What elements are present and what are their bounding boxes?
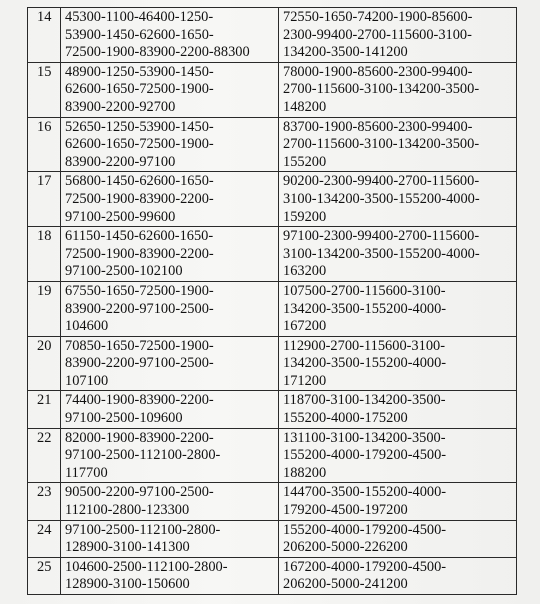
grade-number-cell: 17 [28, 172, 61, 227]
pre-revised-scale-cell: 48900-1250-53900-1450- 62600-1650-72500-1900- 83900-2200-92700 [61, 62, 279, 117]
revised-scale-cell: 112900-2700-115600-3100- 134200-3500-155200-4000- 171200 [279, 336, 517, 391]
pre-revised-scale-cell: 56800-1450-62600-1650- 72500-1900-83900-2200- 97100-2500-99600 [61, 172, 279, 227]
pre-revised-scale-cell: 90500-2200-97100-2500- 112100-2800-123300 [61, 483, 279, 520]
table-row [28, 428, 517, 483]
revised-scale-cell: 155200-4000-179200-4500- 206200-5000-226200 [279, 520, 517, 557]
pre-revised-scale-cell: 74400-1900-83900-2200- 97100-2500-109600 [61, 391, 279, 428]
table-row [28, 336, 517, 391]
grade-number-cell: 14 [28, 8, 61, 63]
pre-revised-scale-cell: 67550-1650-72500-1900- 83900-2200-97100-2500- 104600 [61, 281, 279, 336]
pre-revised-scale-cell: 52650-1250-53900-1450- 62600-1650-72500-1900- 83900-2200-97100 [61, 117, 279, 172]
grade-number-cell: 22 [28, 428, 61, 483]
grade-number-cell: 20 [28, 336, 61, 391]
revised-scale-cell: 118700-3100-134200-3500- 155200-4000-175200 [279, 391, 517, 428]
pre-revised-scale-cell: 82000-1900-83900-2200- 97100-2500-112100-2800- 117700 [61, 428, 279, 483]
grade-number-cell: 23 [28, 483, 61, 520]
table-row [28, 62, 517, 117]
table-row [28, 8, 517, 63]
pre-revised-scale-cell: 61150-1450-62600-1650- 72500-1900-83900-2200- 97100-2500-102100 [61, 227, 279, 282]
revised-scale-cell: 90200-2300-99400-2700-115600- 3100-134200-3500-155200-4000- 159200 [279, 172, 517, 227]
revised-scale-cell: 97100-2300-99400-2700-115600- 3100-134200-3500-155200-4000- 163200 [279, 227, 517, 282]
grade-number-cell: 25 [28, 557, 61, 594]
revised-scale-cell: 107500-2700-115600-3100- 134200-3500-155200-4000- 167200 [279, 281, 517, 336]
grade-number-cell: 21 [28, 391, 61, 428]
revised-scale-cell: 83700-1900-85600-2300-99400- 2700-115600-3100-134200-3500- 155200 [279, 117, 517, 172]
pre-revised-scale-cell: 45300-1100-46400-1250- 53900-1450-62600-1650- 72500-1900-83900-2200-88300 [61, 8, 279, 63]
table-row [28, 117, 517, 172]
revised-scale-cell: 72550-1650-74200-1900-85600- 2300-99400-2700-115600-3100- 134200-3500-141200 [279, 8, 517, 63]
pre-revised-scale-cell: 97100-2500-112100-2800- 128900-3100-141300 [61, 520, 279, 557]
table-row [28, 483, 517, 520]
pre-revised-scale-cell: 70850-1650-72500-1900- 83900-2200-97100-2500- 107100 [61, 336, 279, 391]
table-row [28, 557, 517, 594]
table-row [28, 172, 517, 227]
revised-scale-cell: 144700-3500-155200-4000- 179200-4500-197200 [279, 483, 517, 520]
table-row [28, 520, 517, 557]
grade-number-cell: 15 [28, 62, 61, 117]
grade-number-cell: 16 [28, 117, 61, 172]
table-row [28, 391, 517, 428]
table-row [28, 281, 517, 336]
grade-number-cell: 24 [28, 520, 61, 557]
revised-scale-cell: 78000-1900-85600-2300-99400- 2700-115600-3100-134200-3500- 148200 [279, 62, 517, 117]
revised-scale-cell: 131100-3100-134200-3500- 155200-4000-179200-4500- 188200 [279, 428, 517, 483]
table-row [28, 227, 517, 282]
revised-scale-cell: 167200-4000-179200-4500- 206200-5000-241200 [279, 557, 517, 594]
pre-revised-scale-cell: 104600-2500-112100-2800- 128900-3100-150600 [61, 557, 279, 594]
pay-scale-table [27, 7, 517, 595]
grade-number-cell: 19 [28, 281, 61, 336]
grade-number-cell: 18 [28, 227, 61, 282]
